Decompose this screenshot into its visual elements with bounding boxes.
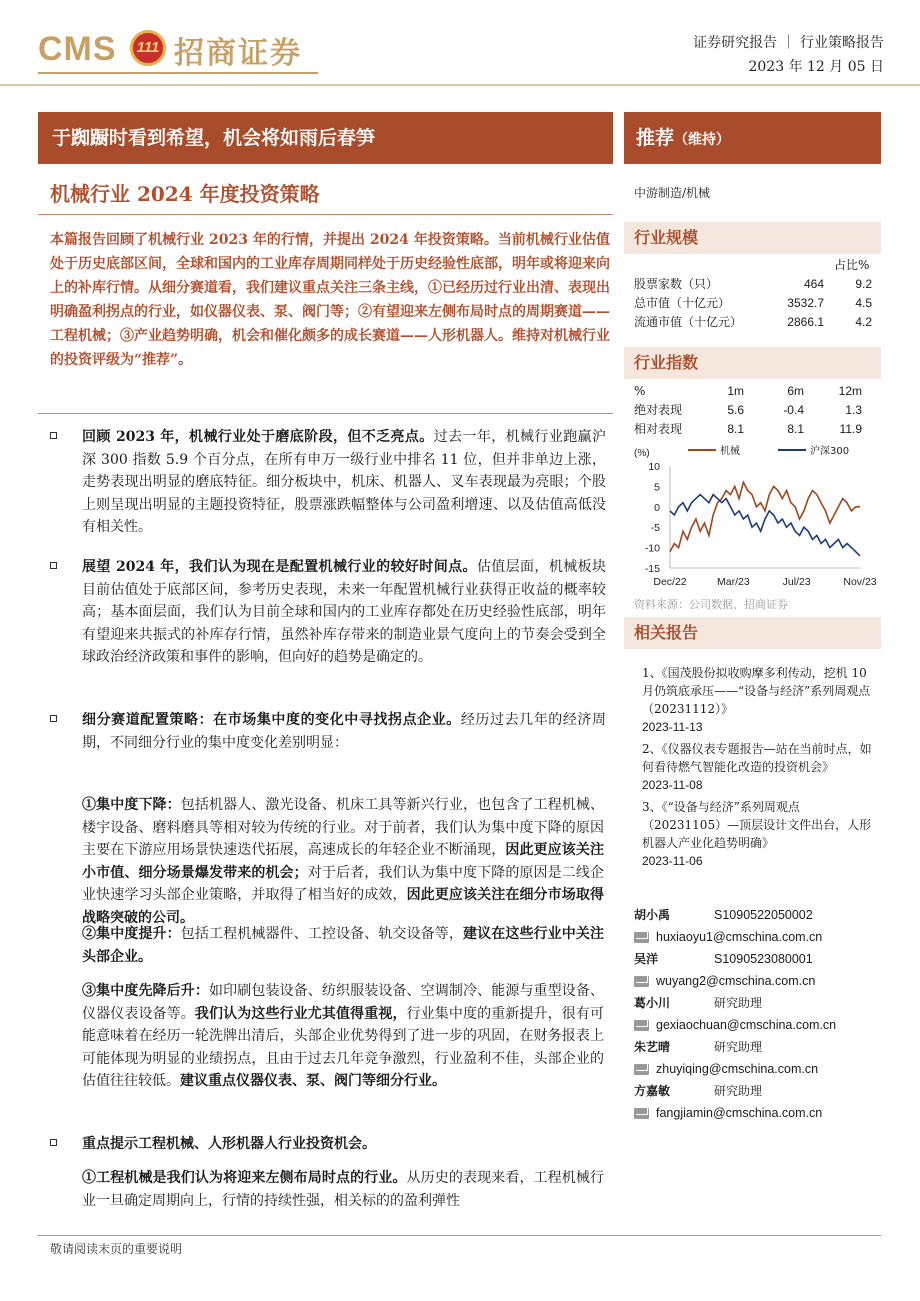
legend-label-1: 沪深300 <box>810 446 850 457</box>
report-type: 证券研究报告 ｜ 行业策略报告 <box>693 35 884 51</box>
mail-icon <box>634 1064 649 1075</box>
rating-label: 推荐 <box>636 127 675 149</box>
y-tick-label: -10 <box>644 542 660 555</box>
footer-note: 敬请阅读末页的重要说明 <box>50 1242 183 1256</box>
bullet-text: 过去一年，机械行业跑赢沪深 300 指数 5.9 个百分点，在所有申万一级行业中排名 11 位，但并非单边上涨，走势表现出明显的磨底特征。细分板块中，机床、机器人、叉车表现最为亮眼；个股上则呈现出明显的主题投资特征，股票涨跌幅整体与公司盈利增速、以及估值高低没有相关性。 <box>82 429 606 535</box>
bullet-bold: 重点提示工程机械、人形机器人行业投资机会。 <box>82 1136 376 1152</box>
chart-ylabel: (%) <box>634 448 650 459</box>
mail-icon <box>634 976 649 987</box>
index-line-chart <box>630 442 880 592</box>
logo-emblem-icon: 111 <box>130 30 166 66</box>
related-reports-list <box>642 664 872 874</box>
analyst-email[interactable]: huxiaoyu1@cmschina.com.cn <box>634 926 874 948</box>
title-divider <box>38 214 613 215</box>
table-row: 流通市值（十亿元） 2866.1 4.2 <box>634 314 872 329</box>
sector-label: 中游制造/机械 <box>634 186 711 200</box>
table-row: 相对表现 8.1 8.1 11.9 <box>634 421 862 436</box>
analyst-list <box>634 904 874 1124</box>
y-tick-label: 0 <box>654 501 660 514</box>
chart-source: 资料来源：公司数据、招商证券 <box>634 598 788 611</box>
analyst-email[interactable]: fangjiamin@cmschina.com.cn <box>634 1102 874 1124</box>
y-tick-label: 5 <box>654 481 660 494</box>
analyst-row: 朱艺晴 研究助理 <box>634 1040 763 1054</box>
logo-latin: CMS <box>38 30 117 68</box>
bullet-segment-strategy <box>50 709 606 754</box>
scale-section-title: 行业规模 <box>624 222 881 254</box>
bullet-review-2023 <box>50 426 606 539</box>
bullet-square-icon <box>50 1139 57 1146</box>
x-tick-label: Jul/23 <box>782 576 811 588</box>
index-section-title: 行业指数 <box>624 347 881 379</box>
bullet-bold: 展望 2024 年，我们认为现在是配置机械行业的较好时间点。 <box>82 559 477 575</box>
bullet-text: 经历过去几年的经济周期，不同细分行业的集中度变化差别明显： <box>82 712 607 751</box>
table-row: % 1m 6m 12m <box>634 383 862 398</box>
para-concentration-down: ①集中度下降：包括机器人、激光设备、机床工具等新兴行业，也包含了工程机械、楼宇设备、磨料磨具等相对较为传统的行业。对于前者，我们认为集中度下降的原因主要在下游应用场景快速迭代拓展，高速成长的年轻企业不断涌现，因此更应该关注小市值、细分场景爆发带来的机会；对于后者，我们认为集中度下降的原因是二线企业快速学习头部企业策略，并取得了相当好的成效，因此更应该关注在细分市场取得战略突破的公司。 <box>82 797 605 926</box>
mail-icon <box>634 932 649 943</box>
logo-underline <box>38 72 318 74</box>
y-tick-label: -15 <box>644 563 660 575</box>
footer-divider <box>38 1235 881 1236</box>
y-tick-label: -5 <box>650 522 660 535</box>
header-divider <box>0 84 920 86</box>
related-section-title: 相关报告 <box>624 617 881 649</box>
para-construction-machinery: ①工程机械是我们认为将迎来左侧布局时点的行业。从历史的表现来看，工程机械行业一旦确定周期向上，行情的持续性强，相关标的的盈利弹性 <box>82 1170 605 1209</box>
series-line-0 <box>670 482 860 551</box>
mail-icon <box>634 1020 649 1031</box>
headline-banner: 于踟蹰时看到希望，机会将如雨后春笋 <box>38 112 613 164</box>
x-tick-label: Dec/22 <box>653 576 687 588</box>
bullet-bold: 细分赛道配置策略：在市场集中度的变化中寻找拐点企业。 <box>82 712 461 728</box>
analyst-email[interactable]: wuyang2@cmschina.com.cn <box>634 970 874 992</box>
list-item: 2、《仪器仪表专题报告—站在当前时点，如何看待燃气智能化改造的投资机会》 2023-11-08 <box>642 742 872 792</box>
bullet-key-opportunities <box>50 1133 606 1156</box>
analyst-email[interactable]: zhuyiqing@cmschina.com.cn <box>634 1058 874 1080</box>
index-table <box>634 381 862 438</box>
legend-label-0: 机械 <box>720 446 740 457</box>
page-title: 机械行业 2024 年度投资策略 <box>50 182 320 206</box>
bullet-square-icon <box>50 562 57 569</box>
company-logo <box>38 24 318 72</box>
analyst-row: 葛小川 研究助理 <box>634 996 763 1010</box>
para-concentration-down-up: ③集中度先降后升：如印刷包装设备、纺织服装设备、空调制冷、能源与重型设备、仪器仪表设备等。我们认为这些行业尤其值得重视，行业集中度的重新提升，很有可能意味着在经历一轮洗牌出清后，头部企业优势得到了进一步的巩固，在财务报表上可能体现为明显的业绩拐点，且由于过去几年竞争激烈，行业盈利不佳，头部企业的估值往往较低。建议重点仪器仪表、泵、阀门等细分行业。 <box>82 983 605 1089</box>
para-concentration-up: ②集中度提升：包括工程机械器件、工控设备、轨交设备等，建议在这些行业中关注头部企业。 <box>82 926 605 965</box>
report-date: 2023 年 12 月 05 日 <box>748 59 884 75</box>
scale-table <box>634 274 872 331</box>
bullet-outlook-2024 <box>50 556 606 669</box>
bullet-text: 估值层面，机械板块目前估值处于底部区间，参考历史表现，未来一年配置机械行业获得正收益的概率较高；基本面层面，我们认为目前全球和国内的工业库存都处在历史经验性底部，明年有望迎来共振式的补库存行情，虽然补库存带来的制造业景气度向上的节奏会受到全球政治经济政策和事件的影响，但向好的趋势是确定的。 <box>82 559 606 665</box>
bullet-square-icon <box>50 432 57 439</box>
analyst-row: 吴洋 S1090523080001 <box>634 952 813 966</box>
analyst-email[interactable]: gexiaochuan@cmschina.com.cn <box>634 1014 874 1036</box>
mail-icon <box>634 1108 649 1119</box>
rating-note: （维持） <box>674 132 731 148</box>
logo-chinese: 招商证券 <box>174 36 302 71</box>
x-tick-label: Nov/23 <box>843 576 877 588</box>
table-row: 股票家数（只） 464 9.2 <box>634 276 872 291</box>
bullet-bold: 回顾 2023 年，机械行业处于磨底阶段，但不乏亮点。 <box>82 429 434 445</box>
list-item: 1、《国茂股份拟收购摩多利传动，挖机 10 月仍筑底承压——“设备与经济”系列周观点（20231112）》 2023-11-13 <box>642 666 871 734</box>
bullet-square-icon <box>50 715 57 722</box>
analyst-row: 胡小禹 S1090522050002 <box>634 908 813 922</box>
table-row: 绝对表现 5.6 -0.4 1.3 <box>634 402 862 417</box>
pct-header: 占比% <box>834 258 870 272</box>
table-row: 总市值（十亿元） 3532.7 4.5 <box>634 295 872 310</box>
list-item: 3、《“设备与经济”系列周观点（20231105）—顶层设计文件出台，人形机器人产业化趋势明确》 2023-11-06 <box>642 800 872 868</box>
x-tick-label: Mar/23 <box>716 576 750 588</box>
y-tick-label: 10 <box>648 461 660 473</box>
summary-divider <box>38 413 613 414</box>
rating-banner <box>624 112 881 164</box>
summary-text: 本篇报告回顾了机械行业 2023 年的行情，并提出 2024 年投资策略。当前机械行业估值处于历史底部区间，全球和国内的工业库存周期同样处于历史经验性底部，明年或将迎来向上的补库行情。从细分赛道看，我们建议重点关注三条主线，①已经历过行业出清、表现出明确盈利拐点的行业，如仪器仪表、泵、阀门等；②有望迎来左侧布局时点的周期赛道——工程机械；③产业趋势明确，机会和催化颇多的成长赛道——人形机器人。维持对机械行业的投资评级为“推荐”。 <box>50 232 610 368</box>
analyst-row: 方嘉敏 研究助理 <box>634 1084 763 1098</box>
